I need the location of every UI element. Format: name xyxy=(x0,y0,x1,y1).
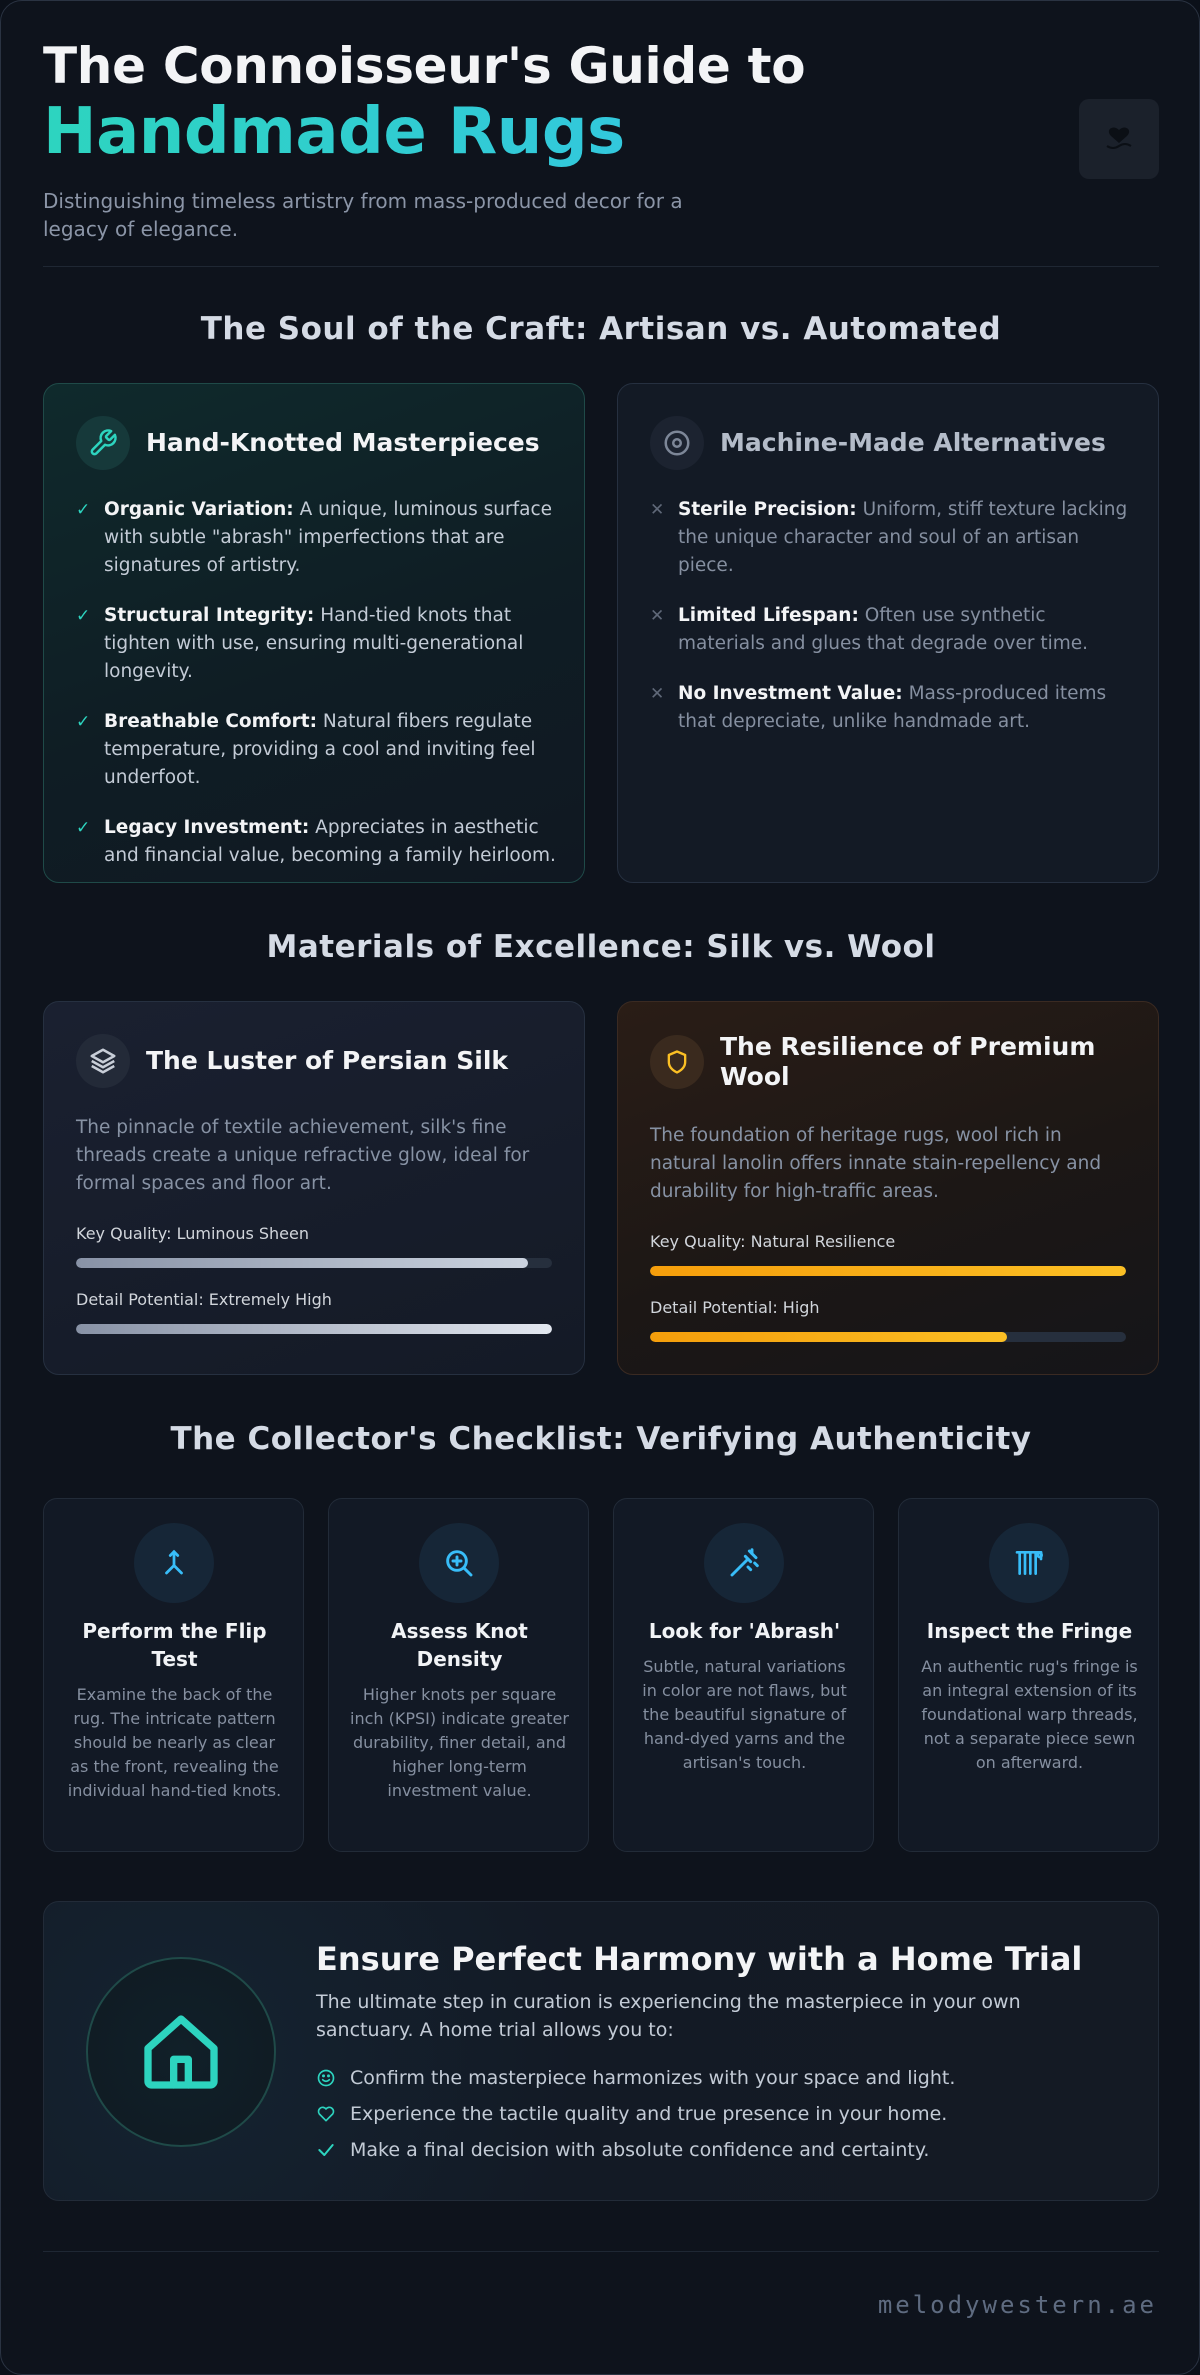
list-item xyxy=(650,602,1130,658)
layers-icon xyxy=(76,1034,130,1088)
machine-made-card xyxy=(617,383,1159,883)
trial-item-text: Experience the tactile quality and true presence in your home. xyxy=(350,2103,948,2125)
list-item xyxy=(76,708,556,792)
silk-meter-label-2: Detail Potential: Extremely High xyxy=(76,1290,332,1309)
machine-made-header xyxy=(650,416,1106,470)
wand-icon xyxy=(704,1523,784,1603)
list-item xyxy=(76,496,556,580)
item-label: Structural Integrity: xyxy=(104,605,315,626)
silk-meter-label-1: Key Quality: Luminous Sheen xyxy=(76,1224,309,1243)
item-text: A unique, luminous surface with subtle "abrash" imperfections that are signatures of artistry. xyxy=(104,499,553,576)
item-text: Appreciates in aesthetic and financial value, becoming a family heirloom. xyxy=(104,817,556,866)
home-trial-intro: The ultimate step in curation is experiencing the masterpiece in your own sanctuary. A home trial allows you to: xyxy=(316,1991,1021,2041)
wool-meter-fill-1 xyxy=(650,1266,1126,1276)
check-mark-icon: ✓ xyxy=(76,606,91,626)
silk-title: The Luster of Persian Silk xyxy=(146,1046,509,1075)
check-mark-icon: ✓ xyxy=(76,712,91,732)
brand-logo xyxy=(1079,99,1159,179)
item-label: Breathable Comfort: xyxy=(104,711,318,732)
zoom-in-icon xyxy=(419,1523,499,1603)
hand-knotted-card xyxy=(43,383,585,883)
heart-icon xyxy=(316,2104,336,2124)
wool-header xyxy=(650,1032,1120,1092)
trial-item-text: Confirm the masterpiece harmonizes with your space and light. xyxy=(350,2067,956,2089)
x-mark-icon: ✕ xyxy=(650,606,665,626)
wool-meter-fill-2 xyxy=(650,1332,1007,1342)
section-title-checklist: The Collector's Checklist: Verifying Authenticity xyxy=(170,1421,1032,1457)
item-text: Often use synthetic materials and glues that degrade over time. xyxy=(678,605,1089,654)
list-item xyxy=(650,680,1130,736)
item-text: Hand-tied knots that tighten with use, ensuring multi-generational longevity. xyxy=(104,605,524,682)
silk-meter-2 xyxy=(76,1324,552,1334)
check-mark-icon: ✓ xyxy=(76,818,91,838)
hand-knotted-title: Hand-Knotted Masterpieces xyxy=(146,428,540,457)
smile-icon xyxy=(316,2068,336,2088)
item-text: Mass-produced items that depreciate, unlike handmade art. xyxy=(678,683,1107,732)
disc-icon xyxy=(650,416,704,470)
home-trial-panel xyxy=(43,1901,1159,2201)
checklist-card-knot-density xyxy=(328,1498,589,1852)
checklist-title: Assess Knot Density xyxy=(391,1619,528,1671)
silk-meter-fill-2 xyxy=(76,1324,552,1334)
list-item xyxy=(650,496,1130,580)
wool-card xyxy=(617,1001,1159,1375)
wool-description: The foundation of heritage rugs, wool rich in natural lanolin offers innate stain-repellency and durability for high-traffic areas. xyxy=(650,1125,1102,1202)
checklist-title: Perform the Flip Test xyxy=(82,1619,267,1671)
home-trial-list xyxy=(316,2060,955,2168)
page-title-line1: The Connoisseur's Guide to xyxy=(43,37,806,95)
checklist-text: An authentic rug's fringe is an integral extension of its foundational warp threads, not a separate piece sewn on afterward. xyxy=(921,1657,1138,1772)
silk-card xyxy=(43,1001,585,1375)
checklist-card-abrash xyxy=(613,1498,874,1852)
home-icon xyxy=(86,1957,276,2147)
list-item xyxy=(316,2096,955,2132)
check-mark-icon: ✓ xyxy=(76,500,91,520)
logo-icon xyxy=(1099,124,1139,154)
home-trial-title: Ensure Perfect Harmony with a Home Trial xyxy=(316,1940,1083,1978)
page-title-line2: Handmade Rugs xyxy=(43,95,1159,169)
checklist-card-flip xyxy=(43,1498,304,1852)
fringe-icon xyxy=(989,1523,1069,1603)
page-subtitle: Distinguishing timeless artistry from mass-produced decor for a legacy of elegance. xyxy=(43,189,683,241)
machine-made-list xyxy=(650,496,1130,758)
trial-item-text: Make a final decision with absolute confidence and certainty. xyxy=(350,2139,930,2161)
item-label: Sterile Precision: xyxy=(678,499,857,520)
footer-divider xyxy=(43,2251,1159,2252)
header-divider xyxy=(43,266,1159,267)
item-label: No Investment Value: xyxy=(678,683,903,704)
shield-icon xyxy=(650,1035,704,1089)
item-text: Uniform, stiff texture lacking the unique character and soul of an artisan piece. xyxy=(678,499,1128,576)
list-item xyxy=(316,2060,955,2096)
wrench-icon xyxy=(76,416,130,470)
machine-made-title: Machine-Made Alternatives xyxy=(720,428,1106,457)
list-item xyxy=(316,2132,955,2168)
item-label: Legacy Investment: xyxy=(104,817,310,838)
x-mark-icon: ✕ xyxy=(650,500,665,520)
silk-description: The pinnacle of textile achievement, silk's fine threads create a unique refractive glow, ideal for formal spaces and floor art. xyxy=(76,1117,530,1194)
wool-meter-2 xyxy=(650,1332,1126,1342)
x-mark-icon: ✕ xyxy=(650,684,665,704)
list-item xyxy=(76,602,556,686)
item-label: Limited Lifespan: xyxy=(678,605,859,626)
checklist-text: Examine the back of the rug. The intricate pattern should be nearly as clear as the front, revealing the individual hand-tied knots. xyxy=(67,1685,282,1800)
wool-title: The Resilience of Premium Wool xyxy=(720,1032,1096,1091)
wool-meter-label-1: Key Quality: Natural Resilience xyxy=(650,1232,896,1251)
checklist-card-fringe xyxy=(898,1498,1159,1852)
checklist-title: Look for 'Abrash' xyxy=(648,1619,841,1643)
section-title-craft: The Soul of the Craft: Artisan vs. Automated xyxy=(200,311,1002,347)
flip-icon xyxy=(134,1523,214,1603)
checklist-text: Higher knots per square inch (KPSI) indicate greater durability, finer detail, and higher long-term investment value. xyxy=(350,1685,569,1800)
page-header xyxy=(43,37,1159,267)
silk-meter-1 xyxy=(76,1258,552,1268)
section-title-materials: Materials of Excellence: Silk vs. Wool xyxy=(266,929,936,965)
item-label: Organic Variation: xyxy=(104,499,294,520)
footer-domain: melodywestern.ae xyxy=(877,2291,1157,2319)
checklist-title: Inspect the Fringe xyxy=(926,1619,1133,1643)
check-icon xyxy=(316,2140,336,2160)
checklist-text: Subtle, natural variations in color are not flaws, but the beautiful signature of hand-dyed yarns and the artisan's touch. xyxy=(642,1657,847,1772)
hand-knotted-header xyxy=(76,416,540,470)
item-text: Natural fibers regulate temperature, providing a cool and inviting feel underfoot. xyxy=(104,711,536,788)
wool-meter-1 xyxy=(650,1266,1126,1276)
silk-header xyxy=(76,1034,508,1088)
hand-knotted-list xyxy=(76,496,556,892)
silk-meter-fill-1 xyxy=(76,1258,528,1268)
list-item xyxy=(76,814,556,870)
wool-meter-label-2: Detail Potential: High xyxy=(650,1298,820,1317)
